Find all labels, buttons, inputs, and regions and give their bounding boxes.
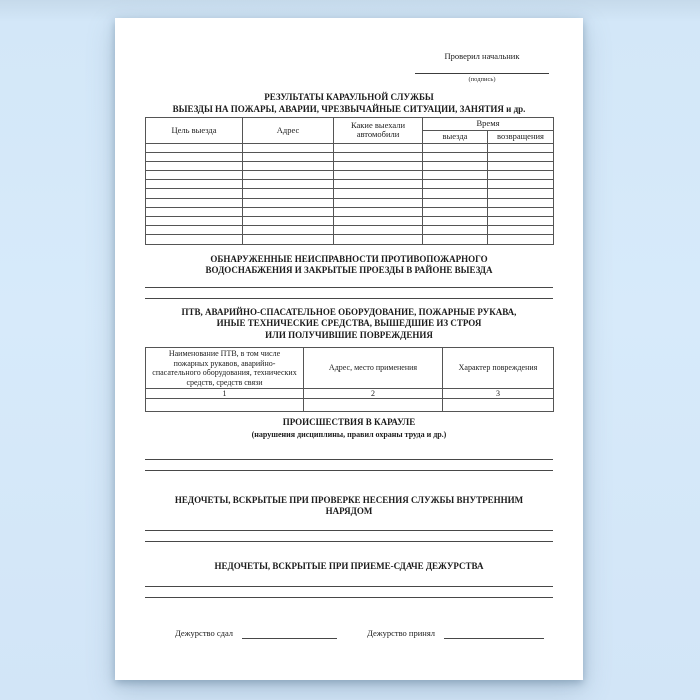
faults-heading-line2: ВОДОСНАБЖЕНИЯ И ЗАКРЫТЫЕ ПРОЕЗДЫ В РАЙОНЕ ВЫЕЗДА <box>205 265 493 276</box>
internal-duty-heading-line2: НАРЯДОМ <box>325 506 373 517</box>
empty-cell <box>334 198 423 207</box>
blank-writing-line <box>145 520 553 531</box>
empty-cell <box>243 198 334 207</box>
empty-cell <box>488 217 554 226</box>
duty-accepted-label: Дежурство принял <box>367 628 435 639</box>
empty-cell <box>243 217 334 226</box>
checked-by-label: Проверил начальник <box>444 51 520 61</box>
empty-cell <box>243 171 334 180</box>
empty-cell <box>423 171 488 180</box>
empty-table-row <box>146 207 554 216</box>
equipment-table <box>145 347 554 412</box>
blank-writing-line <box>145 576 553 587</box>
incidents-section-heading <box>145 417 553 440</box>
empty-cell <box>488 161 554 170</box>
empty-cell <box>146 143 243 152</box>
empty-cell <box>146 226 243 235</box>
empty-table-row <box>146 226 554 235</box>
empty-cell <box>488 152 554 161</box>
internal-duty-heading-line1: НЕДОЧЕТЫ, ВСКРЫТЫЕ ПРИ ПРОВЕРКЕ НЕСЕНИЯ СЛУЖБЫ ВНУТРЕННИМ <box>174 494 524 505</box>
empty-cell <box>334 189 423 198</box>
empty-table-row <box>146 198 554 207</box>
empty-cell <box>443 399 554 412</box>
empty-cell <box>488 235 554 244</box>
empty-cell <box>146 189 243 198</box>
empty-table-row <box>146 152 554 161</box>
empty-cell <box>423 226 488 235</box>
empty-cell <box>146 180 243 189</box>
empty-table-row <box>146 235 554 244</box>
col-header-time-back: возвращения <box>488 131 554 144</box>
empty-cell <box>146 198 243 207</box>
empty-cell <box>146 235 243 244</box>
empty-cell <box>243 152 334 161</box>
empty-cell <box>243 143 334 152</box>
col-header-time-out: выезда <box>423 131 488 144</box>
col-header-address: Адрес <box>243 118 334 144</box>
empty-cell <box>243 207 334 216</box>
incidents-heading: ПРОИСШЕСТВИЯ В КАРАУЛЕ <box>282 417 416 428</box>
incidents-subheading: (нарушения дисциплины, правил охраны труда и др.) <box>251 429 447 439</box>
column-number: 1 <box>146 389 304 399</box>
empty-cell <box>146 217 243 226</box>
blank-writing-line <box>145 587 553 598</box>
duty-signoff-row <box>145 628 553 639</box>
document-page <box>115 18 583 680</box>
empty-cell <box>146 399 304 412</box>
empty-cell <box>243 189 334 198</box>
blank-writing-line <box>145 288 553 299</box>
empty-cell <box>334 235 423 244</box>
form-title: РЕЗУЛЬТАТЫ КАРАУЛЬНОЙ СЛУЖБЫ <box>264 92 434 102</box>
empty-cell <box>423 143 488 152</box>
equipment-heading-line2: ИНЫЕ ТЕХНИЧЕСКИЕ СРЕДСТВА, ВЫШЕДШИЕ ИЗ СТРОЯ <box>216 318 482 329</box>
column-number-row <box>146 389 554 399</box>
empty-cell <box>423 217 488 226</box>
empty-cell <box>488 180 554 189</box>
blank-writing-line <box>145 277 553 288</box>
col-header-equipment-name: Наименование ПТВ, в том числе пожарных рукавов, аварийно-спасательного оборудования, технических средств, средств связи <box>146 348 304 389</box>
equipment-section-heading <box>145 307 553 342</box>
empty-cell <box>488 207 554 216</box>
col-header-vehicles: Какие выехали автомобили <box>334 118 423 144</box>
empty-cell <box>243 161 334 170</box>
empty-cell <box>488 198 554 207</box>
empty-table-row <box>146 171 554 180</box>
internal-duty-section-heading <box>145 495 553 518</box>
blank-writing-line <box>145 449 553 460</box>
duty-handed-over-line <box>242 628 337 639</box>
empty-cell <box>243 235 334 244</box>
equipment-heading-line1: ПТВ, АВАРИЙНО-СПАСАТЕЛЬНОЕ ОБОРУДОВАНИЕ, ПОЖАРНЫЕ РУКАВА, <box>181 306 517 317</box>
empty-table-row <box>146 217 554 226</box>
column-number: 2 <box>304 389 443 399</box>
empty-cell <box>488 143 554 152</box>
empty-cell <box>488 171 554 180</box>
empty-table-row <box>146 180 554 189</box>
empty-cell <box>423 235 488 244</box>
empty-cell <box>334 217 423 226</box>
blank-writing-line <box>145 460 553 471</box>
signature-caption: (подпись) <box>468 76 496 83</box>
empty-table-row <box>146 143 554 152</box>
equipment-heading-line3: ИЛИ ПОЛУЧИВШИЕ ПОВРЕЖДЕНИЯ <box>265 329 433 340</box>
column-number: 3 <box>443 389 554 399</box>
empty-cell <box>146 161 243 170</box>
col-header-place: Адрес, место применения <box>304 348 443 389</box>
empty-cell <box>243 180 334 189</box>
empty-cell <box>334 143 423 152</box>
empty-cell <box>423 207 488 216</box>
col-header-damage: Характер повреждения <box>443 348 554 389</box>
empty-cell <box>334 161 423 170</box>
empty-cell <box>243 226 334 235</box>
empty-cell <box>423 161 488 170</box>
trips-table <box>145 117 554 245</box>
internal-duty-writing-lines <box>145 520 553 542</box>
empty-cell <box>423 152 488 161</box>
duty-handed-over-label: Дежурство сдал <box>175 628 234 639</box>
col-header-time-group: Время <box>423 118 554 131</box>
handover-section-heading: НЕДОЧЕТЫ, ВСКРЫТЫЕ ПРИ ПРИЕМЕ-СДАЧЕ ДЕЖУРСТВА <box>214 560 484 571</box>
blank-writing-line <box>145 531 553 542</box>
empty-cell <box>423 189 488 198</box>
empty-cell <box>146 207 243 216</box>
handover-writing-lines <box>145 576 553 598</box>
empty-cell <box>334 226 423 235</box>
faults-writing-lines <box>145 277 553 299</box>
empty-cell <box>488 226 554 235</box>
form-subtitle: ВЫЕЗДЫ НА ПОЖАРЫ, АВАРИИ, ЧРЕЗВЫЧАЙНЫЕ СИТУАЦИИ, ЗАНЯТИЯ и др. <box>172 104 526 114</box>
empty-cell <box>488 189 554 198</box>
empty-table-row <box>146 161 554 170</box>
empty-cell <box>304 399 443 412</box>
empty-cell <box>334 171 423 180</box>
empty-cell <box>146 171 243 180</box>
col-header-trip-purpose: Цель выезда <box>146 118 243 144</box>
empty-table-row <box>146 399 554 412</box>
incidents-writing-lines <box>145 449 553 471</box>
faults-section-heading <box>145 254 553 277</box>
duty-accepted-line <box>444 628 544 639</box>
empty-cell <box>423 198 488 207</box>
empty-cell <box>334 207 423 216</box>
faults-heading-line1: ОБНАРУЖЕННЫЕ НЕИСПРАВНОСТИ ПРОТИВОПОЖАРНОГО <box>210 253 488 264</box>
signature-line <box>415 73 549 74</box>
empty-cell <box>334 152 423 161</box>
empty-cell <box>334 180 423 189</box>
empty-cell <box>423 180 488 189</box>
empty-table-row <box>146 189 554 198</box>
empty-cell <box>146 152 243 161</box>
checked-by-block <box>415 51 549 84</box>
